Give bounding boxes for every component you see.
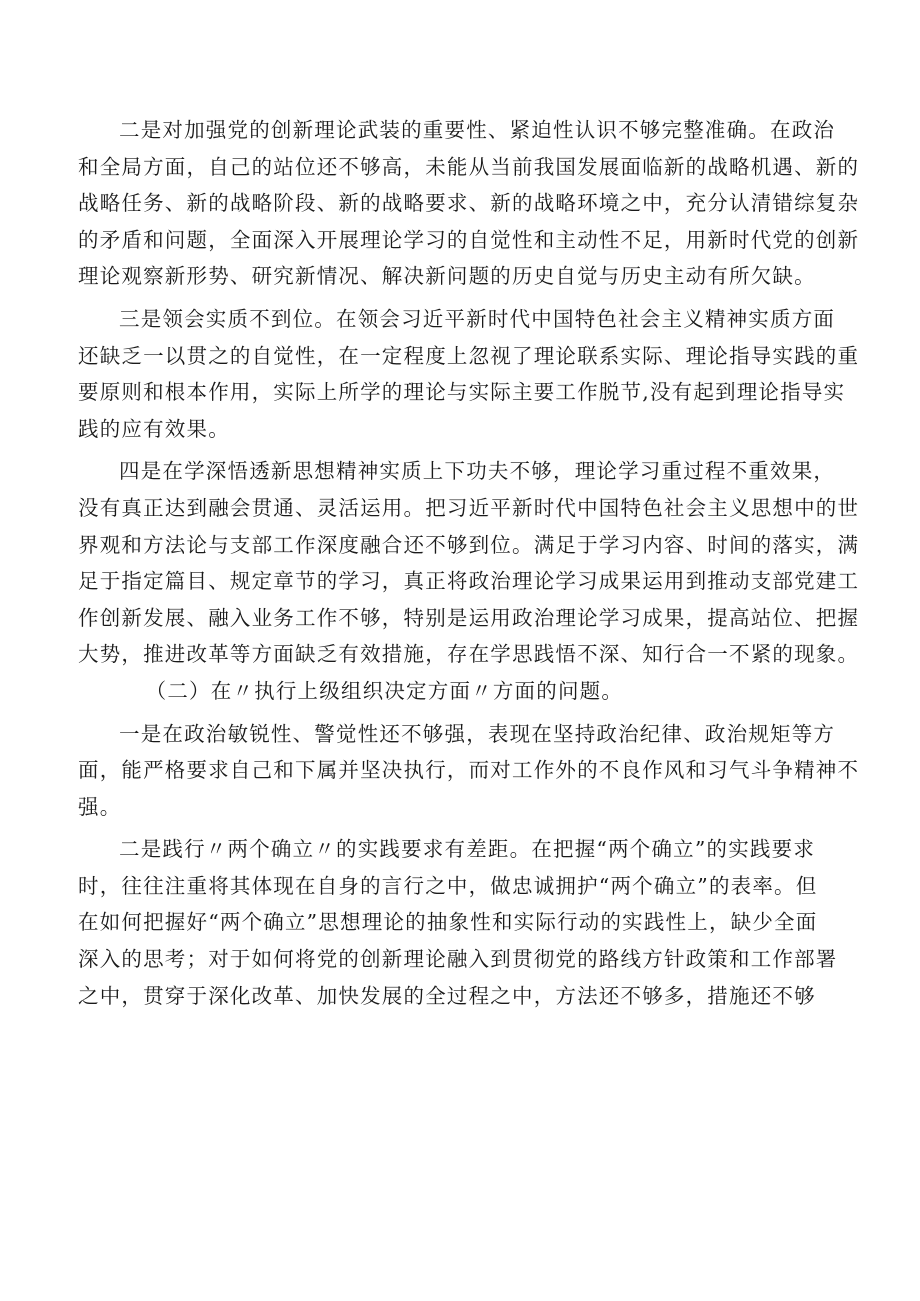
paragraph-political-sensitivity: [78, 716, 860, 826]
text-line: 足于指定篇目、规定章节的学习，真正将政治理论学习成果运用到推动支部党建工: [78, 569, 860, 594]
text-line: 没有真正达到融会贯通、灵活运用。把习近平新时代中国特色社会主义思想中的世: [78, 495, 860, 520]
text-line: 的矛盾和问题，全面深入开展理论学习的自觉性和主动性不足，用新时代党的创新: [78, 227, 860, 252]
text-line: 二是践行〃两个确立〃的实践要求有差距。在把握“两个确立”的实践要求: [119, 837, 816, 862]
text-line: 一是在政治敏锐性、警觉性还不够强，表现在坚持政治纪律、政治规矩等方: [119, 721, 836, 746]
text-line: 面，能严格要求自己和下属并坚决执行，而对工作外的不良作风和习气斗争精神不: [78, 758, 860, 783]
paragraph-essence-understanding: [78, 301, 860, 447]
paragraph-deep-study: [78, 453, 860, 673]
document-page: [78, 112, 860, 1014]
text-line: 在如何把握好“两个确立”思想理论的抽象性和实际行动的实践性上，缺少全面: [78, 910, 818, 935]
text-line: （二）在〃执行上级组织决定方面〃方面的问题。: [145, 678, 624, 703]
text-line: 界观和方法论与支部工作深度融合还不够到位。满足于学习内容、时间的落实，满: [78, 532, 860, 557]
text-line: 和全局方面，自己的站位还不够高，未能从当前我国发展面临新的战略机遇、新的: [78, 154, 860, 179]
text-line: 之中，贯穿于深化改革、加快发展的全过程之中，方法还不够多，措施还不够: [78, 983, 816, 1008]
text-line: 四是在学深悟透新思想精神实质上下功夫不够，理论学习重过程不重效果，: [119, 459, 836, 484]
text-line: 时，往往注重将其体现在自身的言行之中，做忠诚拥护“两个确立”的表率。但: [78, 873, 818, 898]
text-line: 理论观察新形势、研究新情况、解决新问题的历史自觉与历史主动有所欠缺。: [78, 264, 816, 289]
text-line: 战略任务、新的战略阶段、新的战略要求、新的战略环境之中，充分认清错综复杂: [78, 191, 860, 216]
text-line: 要原则和根本作用，实际上所学的理论与实际主要工作脱节,没有起到理论指导实: [78, 380, 846, 405]
paragraph-theory-armament: [78, 112, 860, 295]
text-line: 深入的思考；对于如何将党的创新理论融入到贯彻党的路线方针政策和工作部署: [78, 947, 838, 972]
text-line: 三是领会实质不到位。在领会习近平新时代中国特色社会主义精神实质方面: [119, 306, 836, 331]
section-heading: [78, 673, 854, 710]
text-line: 大势，推进改革等方面缺乏有效措施，存在学思践悟不深、知行合一不紧的现象。: [78, 642, 860, 667]
text-line: 还缺乏一以贯之的自觉性，在一定程度上忽视了理论联系实际、理论指导实践的重: [78, 343, 860, 368]
text-line: 强。: [78, 794, 122, 819]
text-line: 作创新发展、融入业务工作不够，特别是运用政治理论学习成果，提高站位、把握: [78, 605, 860, 630]
paragraph-two-establishments: [78, 831, 854, 1014]
text-line: 践的应有效果。: [78, 416, 230, 441]
text-line: 二是对加强党的创新理论武装的重要性、紧迫性认识不够完整准确。在政治: [119, 118, 836, 142]
